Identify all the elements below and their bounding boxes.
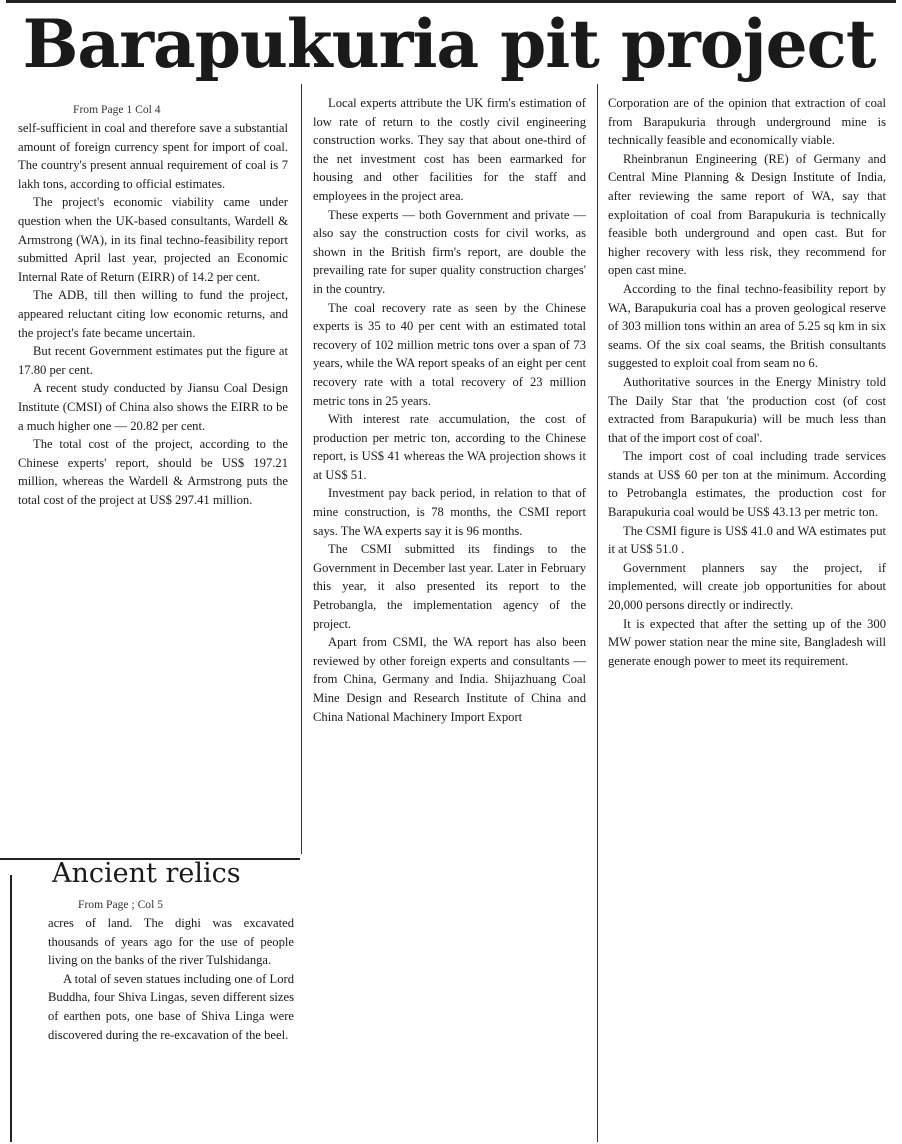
paragraph: Rheinbranun Engineering (RE) of Germany and Central Mine Planning & Design Institute of India, after reviewing the same report of WA, say that exploitation of coal from Barapukuria is technically feasible both underground and open cast. But for higher recovery with less risk, they recommend for open cast mine.	[608, 151, 886, 278]
jump-line: From Page 1 Col 4	[73, 103, 161, 116]
paragraph: It is expected that after the setting up of the 300 MW power station near the mine site, Bangladesh will generate enough power to meet its requirement.	[608, 616, 886, 668]
paragraph: These experts — both Government and private — also say the construction costs for civil works, as shown in the British firm's report, are double the prevailing rate for super quality construction charges' in the country.	[313, 207, 586, 296]
paragraph: The import cost of coal including trade services stands at US$ 60 per ton at the minimum. According to Petrobangla estimates, the production cost for Barapukuria coal would be US$ 43.13 per metric ton.	[608, 449, 886, 520]
paragraph: The project's economic viability came under question when the UK-based consultants, Wardell & Armstrong (WA), in its final techno-feasibility report submitted April last year, projected an Economic Internal Rate of Return (EIRR) of 14.2 per cent.	[18, 195, 288, 284]
paragraph: The ADB, till then willing to fund the project, appeared reluctant citing low economic returns, and the project's fate became uncertain.	[18, 288, 288, 340]
main-story-column-3	[608, 94, 886, 1140]
paragraph: According to the final techno-feasibility report by WA, Barapukuria coal has a proven geological reserve of 303 million tons within an area of 5.25 sq km in six seams. Of the six coal seams, the British consultants suggested to exploit coal from seam no 6.	[608, 281, 886, 371]
paragraph: Apart from CSMI, the WA report has also been reviewed by other foreign experts and consultants — from China, Germany and India. Shijazhuang Coal Mine Design and Research Institute of China and China National Machinery Import Export	[313, 635, 586, 724]
paragraph: acres of land. The dighi was excavated thousands of years ago for the use of people living on the banks of the river Tulshidanga.	[48, 916, 294, 968]
paragraph: Corporation are of the opinion that extraction of coal from Barapukuria through underground mine is technically feasible and economically viable.	[608, 96, 886, 148]
paragraph: A recent study conducted by Jiansu Coal Design Institute (CMSI) of China also shows the EIRR to be a much higher one — 20.82 per cent.	[18, 381, 288, 433]
main-story-column-2	[313, 94, 586, 1140]
relics-jump-line: From Page ; Col 5	[78, 898, 164, 911]
paragraph: Local experts attribute the UK firm's estimation of low rate of return to the costly civil engineering construction works. They say that about one-third of the net investment cost has been earmarked for housing and other facilities for the staff and employees in the project area.	[313, 96, 586, 203]
paragraph: Investment pay back period, in relation to that of mine construction, is 78 months, the CSMI report says. The WA experts say it is 96 months.	[313, 486, 586, 538]
paragraph: self-sufficient in coal and therefore save a substantial amount of foreign currency spent for import of coal. The country's present annual requirement of coal is 7 lakh tons, according to official estimates.	[18, 121, 288, 191]
column-rule-2	[597, 84, 598, 1142]
column-rule-1	[301, 84, 302, 854]
paragraph: The CSMI figure is US$ 41.0 and WA estimates put it at US$ 51.0 .	[608, 523, 886, 557]
paragraph: Government planners say the project, if implemented, will create job opportunities for about 20,000 persons directly or indirectly.	[608, 560, 886, 613]
paragraph: The CSMI submitted its findings to the Government in December last year. Later in February this year, it also presented its report to the Petrobangla, the implementation agency of the project.	[313, 542, 586, 631]
paragraph: The total cost of the project, according to the Chinese experts' report, should be US$ 197.21 million, whereas the Wardell & Armstrong puts the total cost of the project at US$ 297.41 million.	[18, 437, 288, 507]
headline: Barapukuria pit project	[22, 5, 876, 83]
paragraph: A total of seven statues including one of Lord Buddha, four Shiva Lingas, seven different sizes of earthen pots, one base of Shiva Linga were discovered during the re-excavation of the beel.	[48, 971, 294, 1042]
relics-story-column	[48, 895, 294, 1142]
paragraph: But recent Government estimates put the figure at 17.80 per cent.	[18, 344, 288, 377]
relics-headline: Ancient relics	[52, 858, 241, 889]
paragraph: The coal recovery rate as seen by the Chinese experts is 35 to 40 per cent with an estimated total recovery of 102 million metric tons over a span of 73 years, while the WA report speaks of an eight per cent recovery rate with a total recovery of 23 million metric tons in 25 years.	[313, 300, 586, 408]
main-story-column-1	[18, 100, 288, 852]
relics-box-left-rule	[10, 875, 12, 1142]
paragraph: Authoritative sources in the Energy Ministry told The Daily Star that 'the production cost (of cost extracted from Barapukuria) will be much less than that of the import cost of coal'.	[608, 374, 886, 445]
paragraph: With interest rate accumulation, the cost of production per metric ton, according to the Chinese report, is US$ 41 whereas the WA projection shows it at US$ 51.	[313, 412, 586, 482]
